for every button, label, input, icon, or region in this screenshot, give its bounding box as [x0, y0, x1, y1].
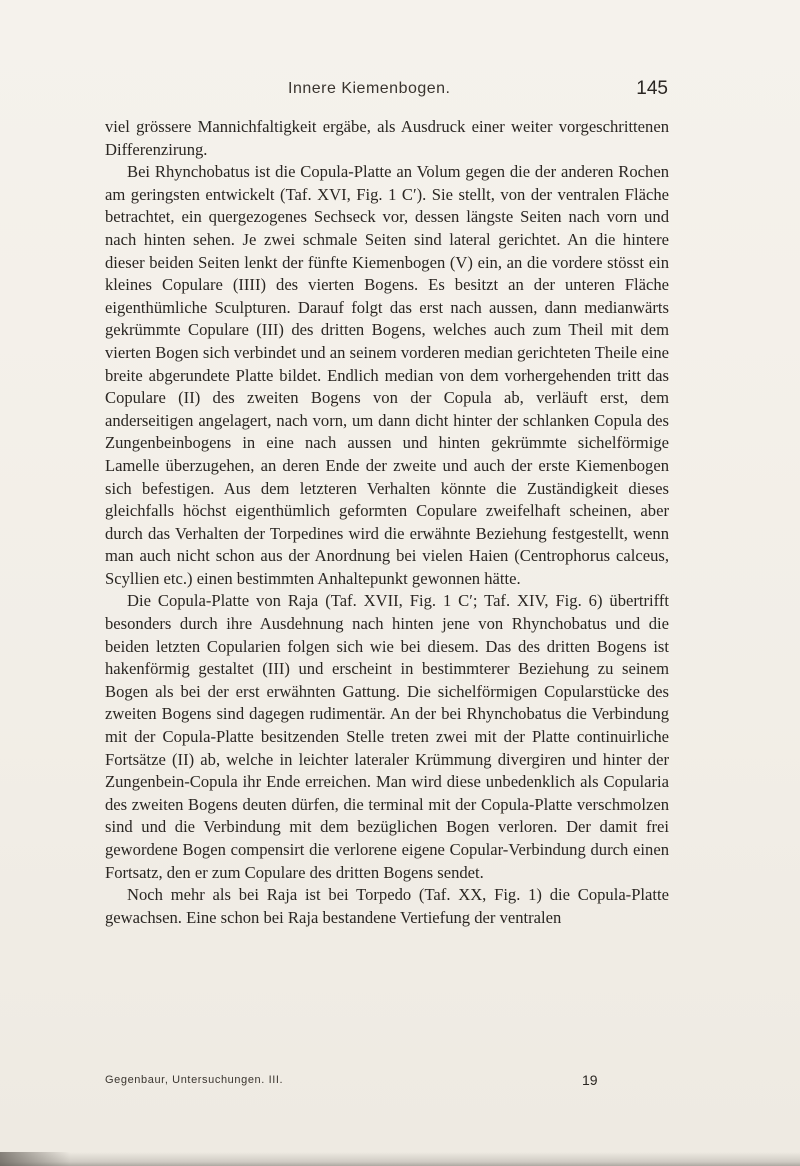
scan-edge-corner [0, 1152, 70, 1166]
paragraph-rhynchobatus: Bei Rhynchobatus ist die Copula-Platte an Volum gegen die der anderen Rochen am geringsten entwickelt (Taf. XVI, Fig. 1 C′). Sie stellt, von der ventralen Fläche betrachtet, ein quergezogenes Sechseck vor, dessen längste Seiten nach vorn und nach hinten sehen. Je zwei schmale Seiten sind lateral gerichtet. An die hintere dieser beiden Seiten lenkt der fünfte Kiemenbogen (V) ein, an die vordere stösst ein kleines Copulare (IIII) des vierten Bogens. Es besitzt an der unteren Fläche eigenthümliche Sculpturen. Darauf folgt das erst nach aussen, dann medianwärts gekrümmte Copulare (III) des dritten Bogens, welches auch zum Theil mit dem vierten Bogen sich verbindet und an seinem vorderen median gerichteten Theile eine breite abgerundete Platte bildet. Endlich median von dem vorhergehenden tritt das Copulare (II) des zweiten Bogens von der Copula ab, verläuft erst, dem anderseitigen angelagert, nach vorn, um dann dicht hinter der schlanken Copula des Zungenbeinbogens in eine nach aussen und hinten gekrümmte sichelförmige Lamelle überzugehen, an deren Ende der zweite und auch der erste Kiemenbogen sich befestigen. Aus dem letzteren Verhalten könnte die Zuständigkeit dieses gleichfalls höchst eigenthümlich geformten Copulare zweifelhaft scheinen, aber durch das Verhalten der Torpedines wird die erwähnte Beziehung festgestellt, wenn man auch nicht schon aus der Anordnung bei vielen Haien (Centrophorus calceus, Scyllien etc.) einen bestimmten Anhaltepunkt gewonnen hätte. [105, 162, 669, 588]
page-footer [105, 1072, 669, 1092]
footer-credit: Gegenbaur, Untersuchungen. III. [105, 1074, 284, 1086]
paragraph-raja: Die Copula-Platte von Raja (Taf. XVII, Fig. 1 C′; Taf. XIV, Fig. 6) übertrifft besonders durch ihre Ausdehnung nach hinten jene von Rhynchobatus und die beiden letzten Copularien folgen sich wie bei diesem. Das des dritten Bogens ist hakenförmig gestaltet (III) und erscheint in bestimmterer Beziehung zu seinem Bogen als bei der erst erwähnten Gattung. Die sichelförmigen Copularstücke des zweiten Bogens sind dagegen rudimentär. An der bei Rhynchobatus die Verbindung mit der Copula-Platte besitzenden Stelle treten zwei mit der Platte continuirliche Fortsätze (II) ab, welche in leichter lateraler Krümmung divergiren und hinter der Zungenbein-Copula ihr Ende erreichen. Man wird diese unbedenklich als Copularia des zweiten Bogens deuten dürfen, die terminal mit der Copula-Platte verschmolzen sind und die Verbindung mit dem bezüglichen Bogen verloren. Der damit frei gewordene Bogen compensirt die verlorene eigene Copular-Verbindung durch einen Fortsatz, den er zum Copulare des dritten Bogens sendet. [105, 591, 669, 882]
paragraph-continuation: viel grössere Mannichfaltigkeit ergäbe, als Ausdruck einer weiter vorgeschrittenen Differenzirung. [105, 117, 669, 159]
paragraph-torpedo: Noch mehr als bei Raja ist bei Torpedo (Taf. XX, Fig. 1) die Copula-Platte gewachsen. Eine schon bei Raja bestandene Vertiefung der ventralen [105, 885, 669, 927]
body-text [105, 116, 669, 929]
running-head: Innere Kiemenbogen. [288, 80, 451, 97]
page-header [0, 80, 800, 104]
signature-mark: 19 [582, 1072, 598, 1088]
page-number: 145 [636, 78, 668, 99]
scan-edge-shadow [0, 1152, 800, 1166]
